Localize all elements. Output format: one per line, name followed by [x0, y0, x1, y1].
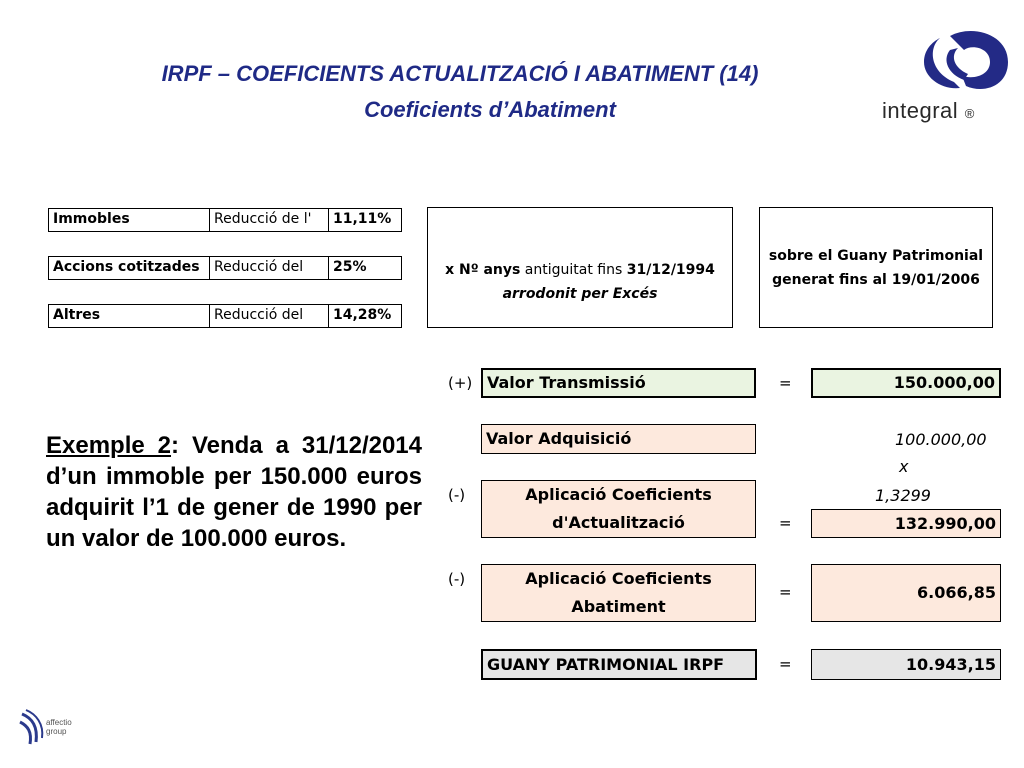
example-label: Exemple 2: [46, 432, 172, 459]
valor-adquisicio-value: 100.000,00: [895, 430, 987, 449]
reduction-type-accions: Accions cotitzades: [48, 256, 210, 280]
years-box: [427, 207, 733, 328]
affectio-logo-icon: [18, 708, 48, 748]
guany-box-line1: sobre el Guany Patrimonial: [768, 248, 984, 264]
integral-logo-text: integral ®: [882, 98, 975, 123]
reduction-label-immobles: Reducció de l': [209, 208, 329, 232]
reduction-value-accions: 25%: [328, 256, 402, 280]
valor-adquisicio-label: Valor Adquisició: [481, 424, 756, 454]
reduction-label-accions: Reducció del: [209, 256, 329, 280]
coef-abatiment-value: 6.066,85: [811, 564, 1001, 622]
guany-box-line2: generat fins al 19/01/2006: [772, 272, 980, 288]
minus-sign-2: (-): [448, 570, 466, 588]
example-body: : Venda a 31/12/2014 d’un immoble per 150.000 euros adquirit l’1 de gener de 1990 per un valor de 100.000 euros.: [46, 432, 422, 552]
years-box-line2: arrodonit per Excés: [502, 286, 658, 302]
guany-patrimonial-value: 10.943,15: [811, 649, 1001, 680]
reduction-value-immobles: 11,11%: [328, 208, 402, 232]
equals-sign-2: =: [779, 514, 792, 532]
equals-sign-1: =: [779, 374, 792, 392]
coef-actualitzacio-factor: 1,3299: [875, 486, 931, 505]
coef-actualitzacio-label: Aplicació Coeficients d'Actualització: [481, 480, 756, 538]
guany-box: [759, 207, 993, 328]
reduction-value-altres: 14,28%: [328, 304, 402, 328]
reduction-type-altres: Altres: [48, 304, 210, 328]
reduction-label-altres: Reducció del: [209, 304, 329, 328]
affectio-logo-text: affectio group: [46, 718, 72, 736]
example-text: [46, 430, 422, 554]
equals-sign-3: =: [779, 583, 792, 601]
page-title: IRPF – COEFICIENTS ACTUALITZACIÓ I ABATIMENT (14): [161, 61, 759, 86]
minus-sign-1: (-): [448, 486, 466, 504]
years-box-line1: x Nº anys antiguitat fins 31/12/1994: [445, 262, 715, 278]
coef-actualitzacio-value: 132.990,00: [811, 509, 1001, 538]
guany-patrimonial-label: GUANY PATRIMONIAL IRPF: [481, 649, 757, 680]
coef-abatiment-label: Aplicació Coeficients Abatiment: [481, 564, 756, 622]
affectio-logo: [18, 708, 98, 750]
valor-transmissio-value: 150.000,00: [811, 368, 1001, 398]
reduction-type-immobles: Immobles: [48, 208, 210, 232]
equals-sign-4: =: [779, 655, 792, 673]
integral-logo: [880, 28, 1010, 128]
page-subtitle: Coeficients d’Abatiment: [364, 97, 616, 122]
valor-transmissio-label: Valor Transmissió: [481, 368, 756, 398]
multiply-sign: x: [899, 457, 909, 476]
plus-sign: (+): [448, 374, 473, 392]
